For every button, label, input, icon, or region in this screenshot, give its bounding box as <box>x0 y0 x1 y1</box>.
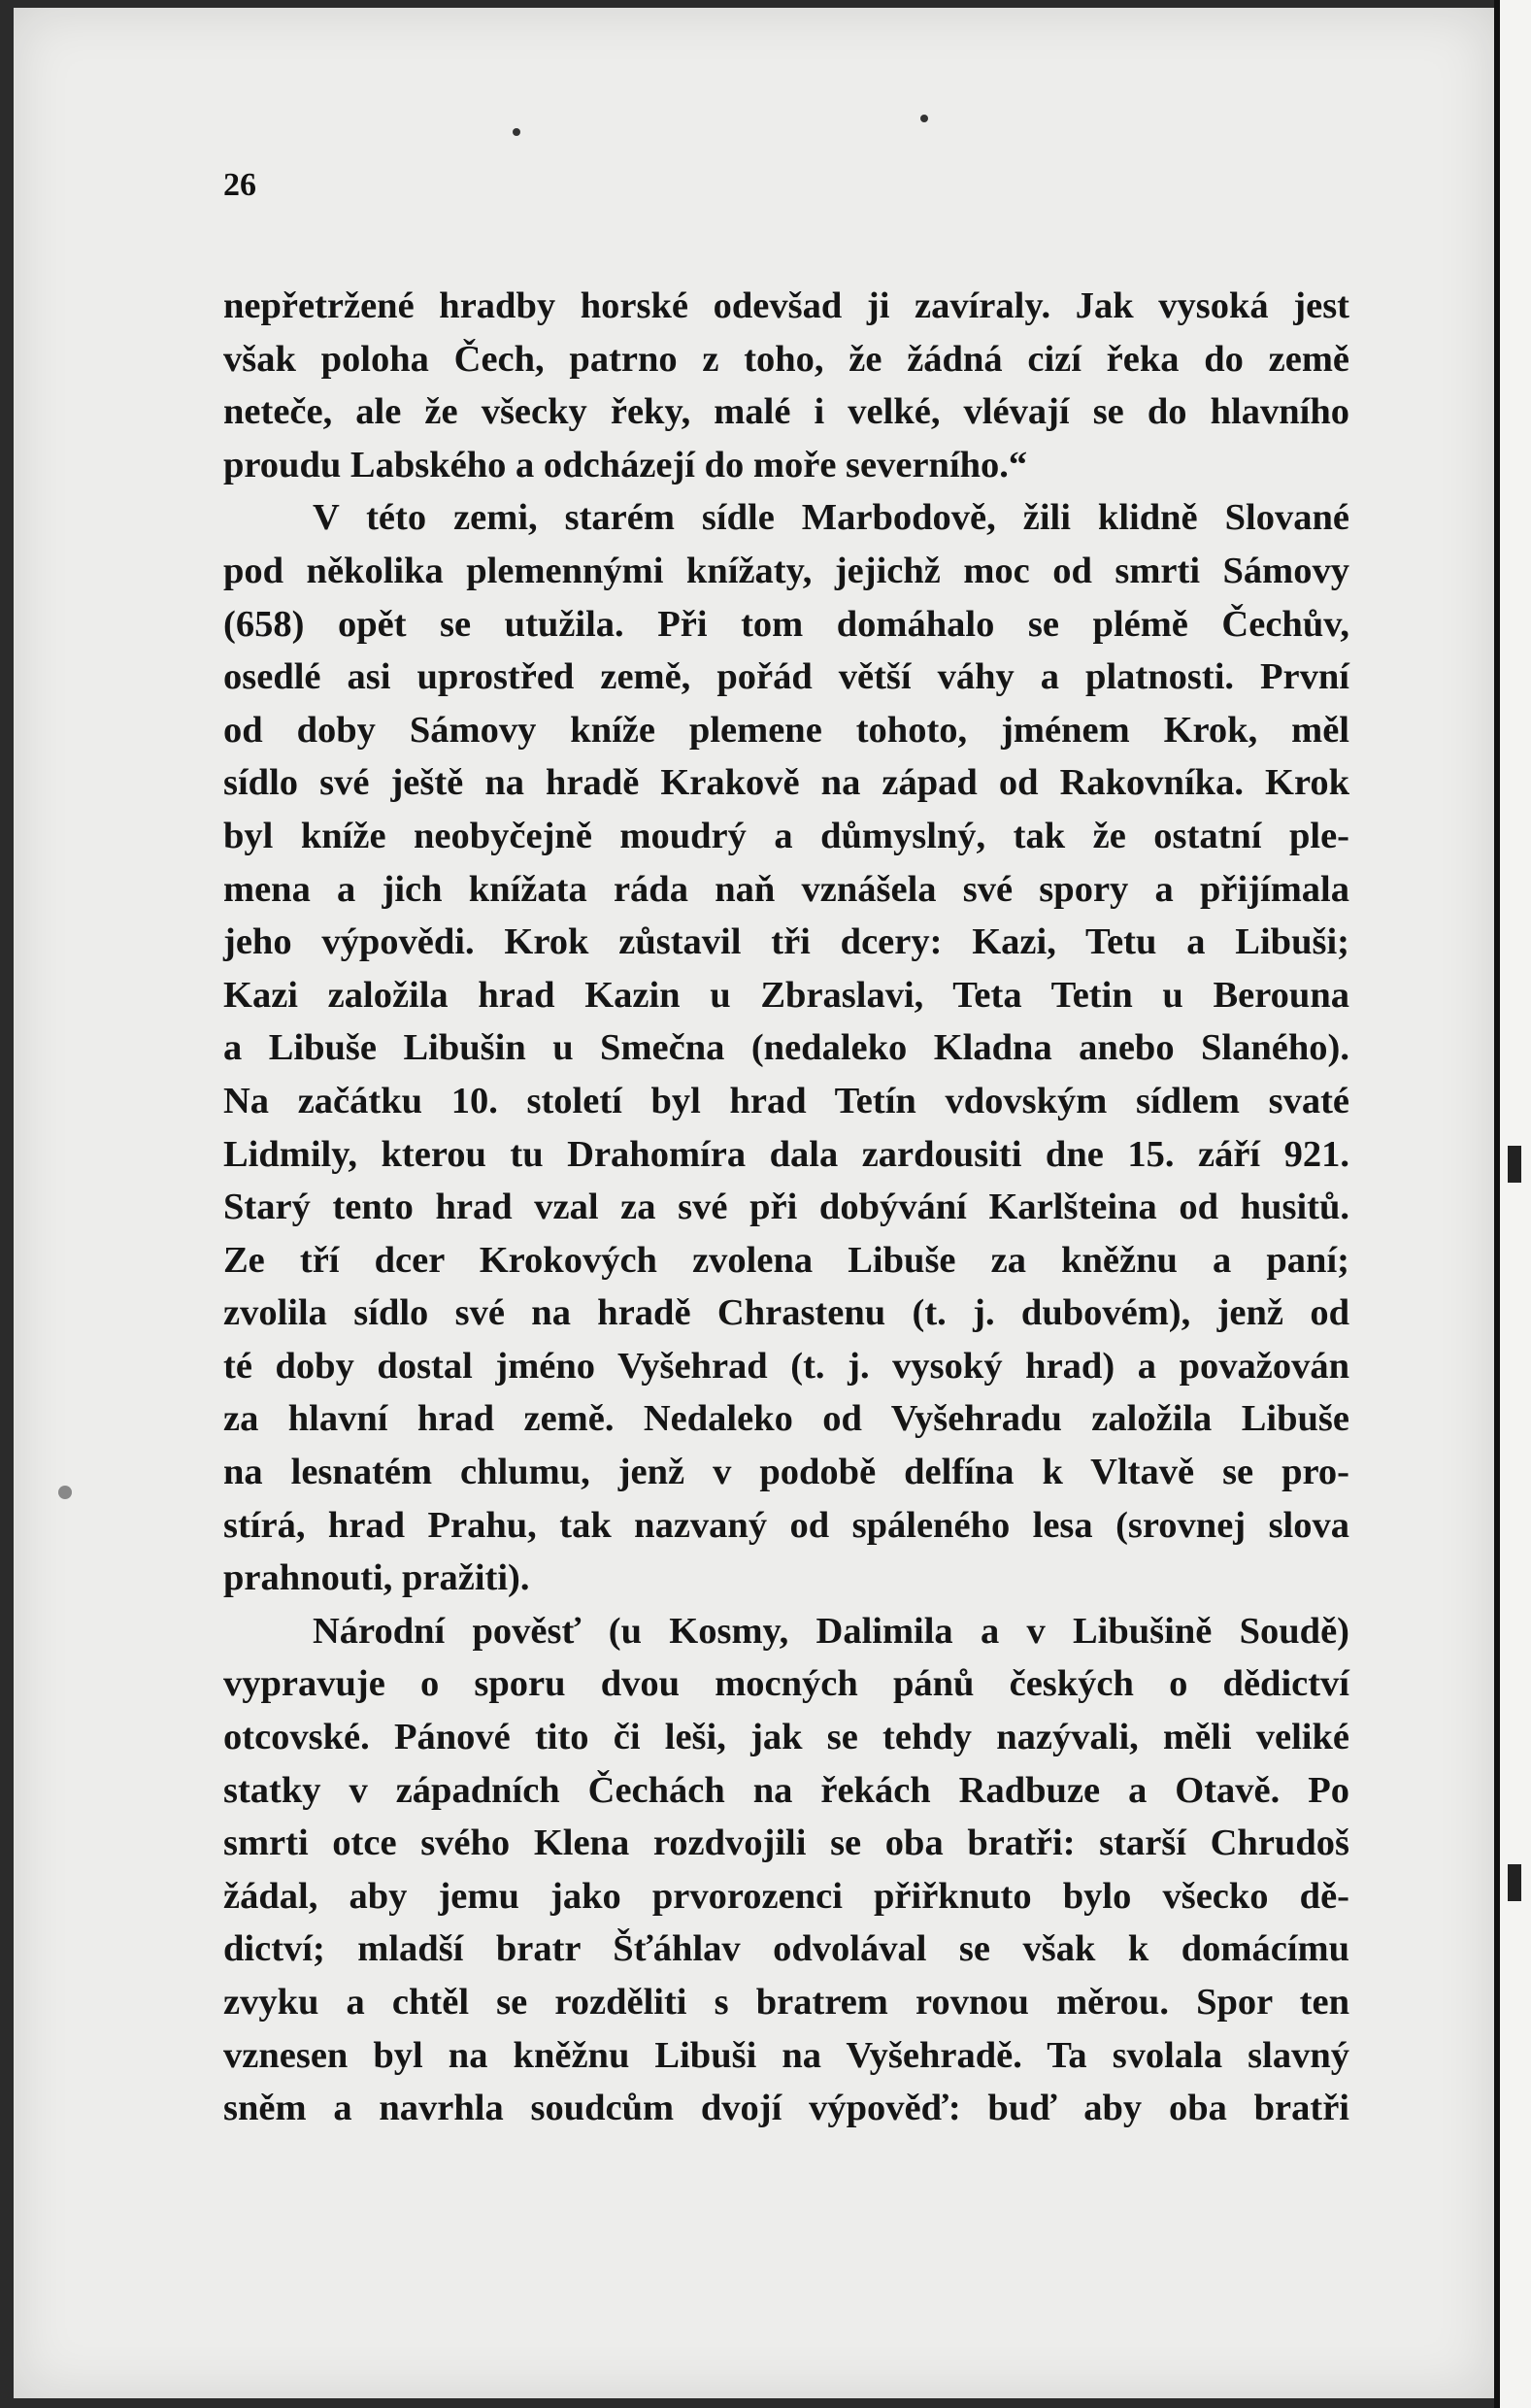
binding-mark <box>1508 1864 1521 1901</box>
binding-mark <box>1508 1146 1521 1183</box>
text-line: prahnouti, pražiti). <box>223 1557 530 1599</box>
text-line: V této zemi, starém sídle Marbodově, žili klidně Slované <box>313 497 1349 539</box>
body-text <box>223 280 1349 2135</box>
text-line: a Libuše Libušin u Smečna (nedaleko Kladna anebo Slaného). <box>223 1027 1349 1069</box>
paragraph <box>223 491 1349 1604</box>
ink-speck <box>58 1486 72 1499</box>
text-line: smrti otce svého Klena rozdvojili se oba bratři: starší Chrudoš <box>223 1823 1349 1864</box>
text-line: Lidmily, kterou tu Drahomíra dala zardousiti dne 15. září 921. <box>223 1133 1349 1175</box>
text-line: proudu Labského a odcházejí do moře severního.“ <box>223 444 1028 485</box>
text-line: od doby Sámovy kníže plemene tohoto, jménem Krok, měl <box>223 709 1349 751</box>
text-line: vypravuje o sporu dvou mocných pánů českých o dědictví <box>223 1663 1349 1705</box>
text-line: sněm a navrhla soudcům dvojí výpověď: buď aby oba bratři <box>223 2088 1349 2129</box>
text-line: Ze tří dcer Krokových zvolena Libuše za kněžnu a paní; <box>223 1239 1349 1281</box>
ink-speck <box>513 128 520 136</box>
text-line: Kazi založila hrad Kazin u Zbraslavi, Teta Tetin u Berouna <box>223 974 1349 1016</box>
text-line: na lesnatém chlumu, jenž v podobě delfína k Vltavě se pro- <box>223 1452 1349 1493</box>
page-edge <box>1494 0 1531 2408</box>
text-line: byl kníže neobyčejně moudrý a důmyslný, tak že ostatní ple- <box>223 815 1349 856</box>
text-line: osedlé asi uprostřed země, pořád větší váhy a platnosti. První <box>223 656 1349 698</box>
text-line: zvyku a chtěl se rozděliti s bratrem rovnou měrou. Spor ten <box>223 1982 1349 2023</box>
text-line: nepřetržené hradby horské odevšad ji zavíraly. Jak vysoká jest <box>223 285 1349 326</box>
page-number: 26 <box>223 167 256 203</box>
paragraph <box>223 1605 1349 2135</box>
paragraph <box>223 280 1349 491</box>
ink-speck <box>920 115 928 122</box>
text-line: za hlavní hrad země. Nedaleko od Vyšehradu založila Libuše <box>223 1398 1349 1440</box>
text-line: Na začátku 10. století byl hrad Tetín vdovským sídlem svaté <box>223 1080 1349 1121</box>
text-line: žádal, aby jemu jako prvorozenci přiřknuto bylo všecko dě- <box>223 1875 1349 1917</box>
text-line: Starý tento hrad vzal za své při dobývání Karlšteina od husitů. <box>223 1187 1349 1228</box>
text-line: stírá, hrad Prahu, tak nazvaný od spáleného lesa (srovnej slova <box>223 1504 1349 1546</box>
text-line: mena a jich knížata ráda naň vznášela své spory a přijímala <box>223 868 1349 910</box>
text-line: sídlo své ještě na hradě Krakově na západ od Rakovníka. Krok <box>223 762 1349 804</box>
text-line: Národní pověsť (u Kosmy, Dalimila a v Libušině Soudě) <box>313 1610 1349 1652</box>
text-line: však poloha Čech, patrno z toho, že žádná cizí řeka do země <box>223 338 1349 380</box>
text-line: pod několika plemennými knížaty, jejichž moc od smrti Sámovy <box>223 550 1349 591</box>
text-line: (658) opět se utužila. Při tom domáhalo se plémě Čechův, <box>223 603 1349 645</box>
text-line: zvolila sídlo své na hradě Chrastenu (t. j. dubovém), jenž od <box>223 1292 1349 1334</box>
text-line: té doby dostal jméno Vyšehrad (t. j. vysoký hrad) a považován <box>223 1345 1349 1387</box>
text-line: statky v západních Čechách na řekách Radbuze a Otavě. Po <box>223 1769 1349 1811</box>
text-line: jeho výpovědi. Krok zůstavil tři dcery: Kazi, Tetu a Libuši; <box>223 921 1349 963</box>
text-line: otcovské. Pánové tito či leši, jak se tehdy nazývali, měli veliké <box>223 1717 1349 1758</box>
text-line: vznesen byl na kněžnu Libuši na Vyšehradě. Ta svolala slavný <box>223 2034 1349 2076</box>
text-line: dictví; mladší bratr Šťáhlav odvolával se však k domácímu <box>223 1928 1349 1970</box>
text-line: neteče, ale že všecky řeky, malé i velké, vlévají se do hlavního <box>223 391 1349 433</box>
